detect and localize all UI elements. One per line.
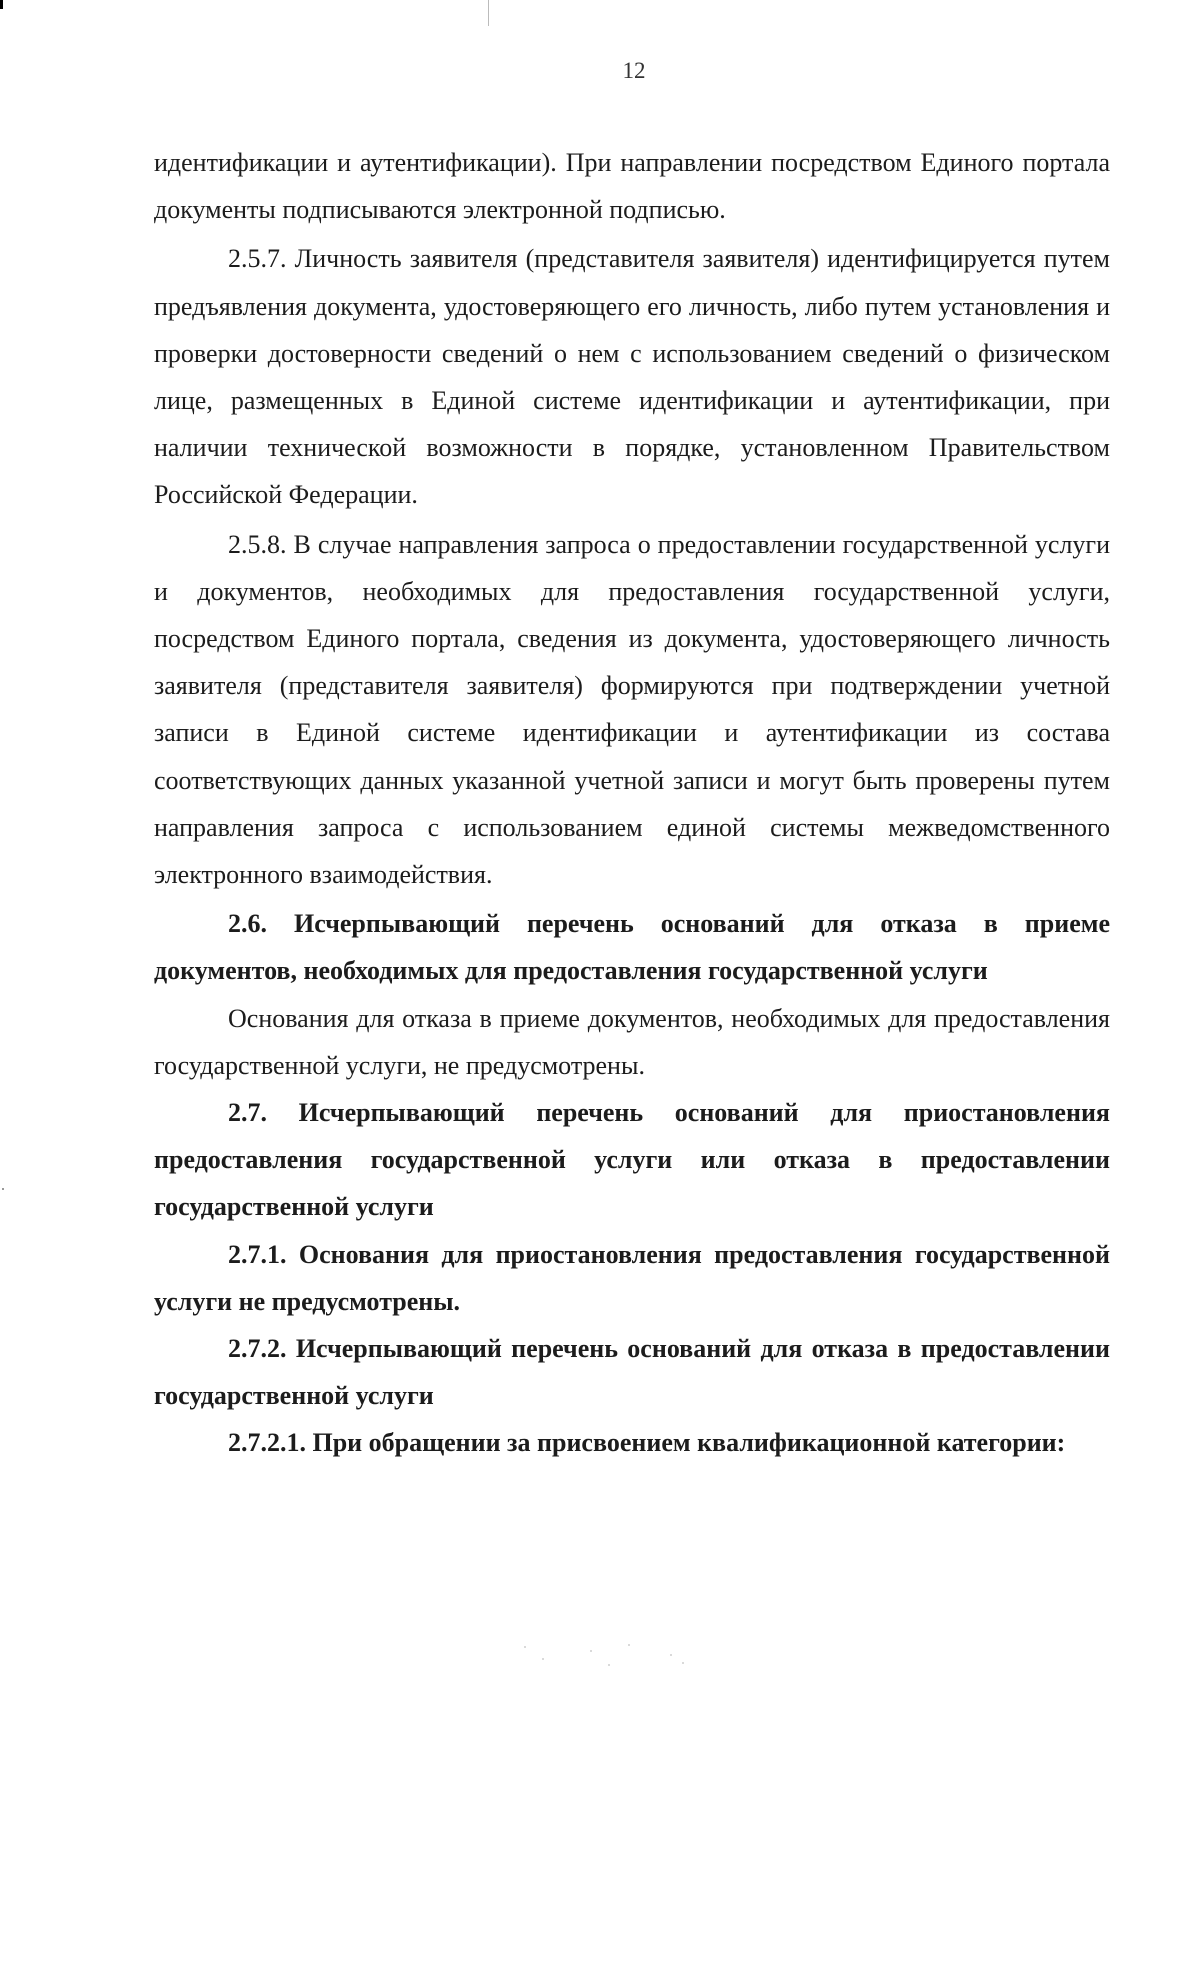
paragraph-2-6-body: Основания для отказа в приеме документов, необходимых для предоставления государственной услуги, не предусмотрены. [154, 1003, 1110, 1080]
heading-2-7-2-1: 2.7.2.1. При обращении за присвоением квалификационной категории: [228, 1428, 1066, 1458]
scan-artifact-mark [0, 0, 3, 9]
scan-speckles [520, 1640, 710, 1670]
scan-artifact-line [488, 0, 489, 26]
paragraph-2-5-8: 2.5.8. В случае направления запроса о предоставлении государственной услуги и документов, необходимых для предоставления государственной услуги, посредством Единого портала, сведения из документа, удостоверяющего личность заявителя (представителя заявителя) формируются при подтверждении учетной записи в Единой системе идентификации и аутентификации из состава соответствующих данных указанной учетной записи и могут быть проверены путем направления запроса с использованием единой системы межведомственного электронного взаимодействия. [154, 529, 1110, 890]
paragraph-continuation: идентификации и аутентификации). При направлении посредством Единого портала документы подписываются электронной подписью. [154, 148, 1110, 225]
scan-artifact-dot [2, 1188, 4, 1190]
heading-2-7-1: 2.7.1. Основания для приостановления предоставления государственной услуги не предусмотрены. [154, 1239, 1110, 1316]
heading-2-7: 2.7. Исчерпывающий перечень оснований для приостановления предоставления государственной услуги или отказа в предоставлении государственной услуги [154, 1098, 1110, 1222]
document-body [154, 139, 1110, 1467]
paragraph-2-5-7: 2.5.7. Личность заявителя (представителя заявителя) идентифицируется путем предъявления документа, удостоверяющего его личность, либо путем установления и проверки достоверности сведений о нем с использованием сведений о физическом лице, размещенных в Единой системе идентификации и аутентификации, при наличии технической возможности в порядке, установленном Правительством Российской Федерации. [154, 244, 1110, 510]
heading-2-7-2: 2.7.2. Исчерпывающий перечень оснований для отказа в предоставлении государственной услуги [154, 1334, 1110, 1411]
heading-2-6: 2.6. Исчерпывающий перечень оснований для отказа в приеме документов, необходимых для предоставления государственной услуги [154, 909, 1110, 986]
page-number: 12 [622, 58, 646, 83]
